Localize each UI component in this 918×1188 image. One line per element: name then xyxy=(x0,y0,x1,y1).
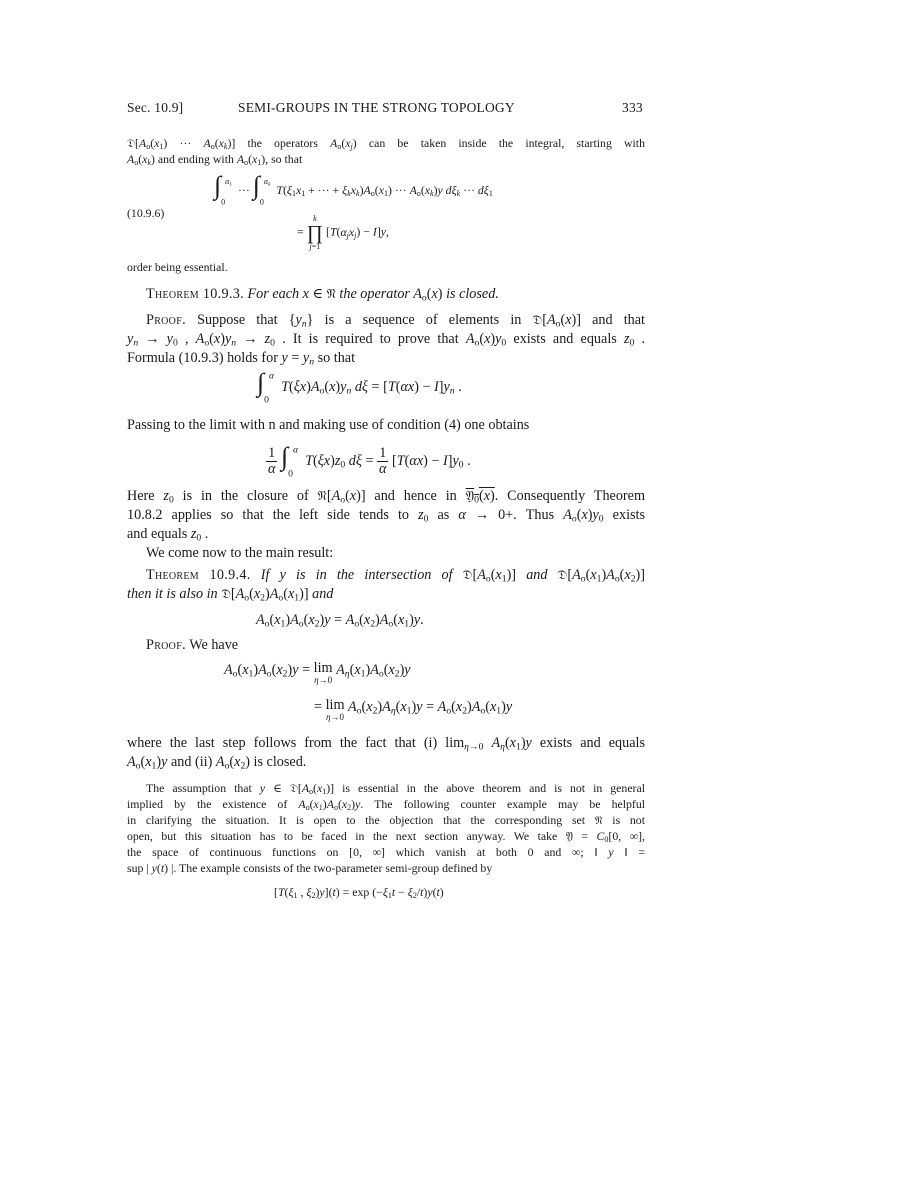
closure-paragraph: Here $z_0$ is in the closure of $𝔑[A_o(x)]$ and hence in 𝔜$_0$(x). Consequently Theorem xyxy=(127,488,645,506)
theorem-10-9-4-formula: $A_o(x_1)A_o(x_2)y = A_o(x_2)A_o(x_1)y$. xyxy=(256,612,424,630)
proof-we-have: Proof. We have xyxy=(146,637,239,653)
paragraph-continued-line-2: $A_o(x_k)$ and ending with $A_o(x_1)$, so that xyxy=(127,152,303,168)
proof-formula-line-2: = lim η→0 $A_o(x_2)A_\eta(x_1)y = A_o(x_2)A_o(x_1)y$ xyxy=(314,697,513,723)
page-number: 333 xyxy=(622,100,643,115)
section-reference: Sec. 10.9] xyxy=(127,100,184,115)
last-step-paragraph-line-2: $A_o(x_1)y$ and (ii) $A_o(x_2)$ is closed. xyxy=(127,754,307,772)
semi-group-formula: [$T(\xi_1$ , $\xi_2)y](t) = \exp (-\xi_1t - \xi_2/t)y(t)$ xyxy=(274,885,444,901)
equation-10-9-6-line-2: = k ∏ j=1 $[T(\alpha_jx_j) - I]y$, xyxy=(297,214,389,251)
proof-paragraph-1-line-3: Formula (10.9.3) holds for $y = y_n$ so that xyxy=(127,350,356,368)
equation-10-9-6-line-1: $\int_0^{\alpha_1}$ ··· $\int_0^{\alpha_k}$ $T(\xi_1x_1$ + ··· + $\xi_kx_k)A_o(x_1)$ ··· $A_o(x_k)y$ $d\xi_k$ ··· $d\xi_1$ xyxy=(214,171,493,207)
note-line-6: sup | y(t) |. The example consists of the two-parameter semi-group defined by xyxy=(127,861,493,875)
main-result-line: We come now to the main result: xyxy=(146,545,334,561)
display-formula-1: $\int_0^\alpha$ $T(\xi x)A_o(x)y_n$ $d\xi = [T(\alpha x) - I]y_n$ . xyxy=(257,368,462,406)
last-step-paragraph: where the last step follows from the fact that (i) $\lim_{\eta\to 0} A_\eta(x_1)y$ exists and equals xyxy=(127,735,645,753)
display-formula-2: $\frac{1}{\alpha}$ $\int_0^\alpha$ $T(\xi x)z_0$ dξ = $\frac{1}{\alpha}$ $[T(\alpha x) - I]y_0$ . xyxy=(268,442,471,480)
note-line-2: implied by the existence of $A_o(x_1)A_o(x_2)y$. The following counter example may be helpful xyxy=(127,797,645,813)
closure-paragraph-line-3: and equals $z_0$ . xyxy=(127,526,209,544)
proof-paragraph-1: Proof. Suppose that $\{y_n\}$ is a sequence of elements in $𝔇[A_o(x)]$ and that xyxy=(146,312,645,330)
theorem-10-9-3-label: Theorem 10.9.3. xyxy=(146,286,244,302)
passing-to-limit-line: Passing to the limit with n and making use of condition (4) one obtains xyxy=(127,417,530,433)
theorem-10-9-3: Theorem 10.9.3. For each x ∈ 𝔑 the operator $A_o(x)$ is closed. xyxy=(146,286,499,304)
note-line-1: The assumption that y ∈ $𝔇[A_o(x_1)]$ is essential in the above theorem and is not in general xyxy=(146,781,645,797)
proof-paragraph-1-line-2: $y_n \to y_0$ , $A_o(x)y_n \to z_0$ . It is required to prove that $A_o(x)y_0$ exists and equals $z_0$ . xyxy=(127,331,646,349)
paragraph-continued: $𝔇[A_o(x_1)$ ··· $A_o(x_k)$] the operators $A_o(x_j)$ can be taken inside the integral, starting with xyxy=(127,136,645,152)
note-line-4: open, but this situation has to be faced in the next section anyway. We take 𝔜 = $C_0[0$, ∞], xyxy=(127,829,645,845)
theorem-10-9-4-line-2: then it is also in $𝔇[A_o(x_2)A_o(x_1)]$ and xyxy=(127,586,334,604)
note-line-5: the space of continuous functions on [0, ∞] which vanish at both 0 and ∞; ‖ y ‖ = xyxy=(127,845,645,859)
order-essential-line: order being essential. xyxy=(127,260,228,274)
theorem-10-9-4-label: Theorem 10.9.4. xyxy=(146,567,251,583)
closure-paragraph-line-2: 10.8.2 applies so that the left side tends to $z_0$ as α → 0+. Thus $A_o(x)y_0$ exists xyxy=(127,507,645,525)
theorem-10-9-4: Theorem 10.9.4. If y is in the intersection of $𝔇[A_o(x_1)]$ and $𝔇[A_o(x_1)A_o(x_2)]$ xyxy=(146,567,645,585)
proof-formula-line-1: $A_o(x_1)A_o(x_2)y = \lim$ η→0 $A_\eta(x_1)A_o(x_2)y$ xyxy=(224,660,411,686)
note-line-3: in clarifying the situation. It is open to the objection that the corresponding set 𝔑 is not xyxy=(127,813,645,827)
equation-label: (10.9.6) xyxy=(127,206,165,220)
running-title: SEMI-GROUPS IN THE STRONG TOPOLOGY xyxy=(238,100,515,115)
